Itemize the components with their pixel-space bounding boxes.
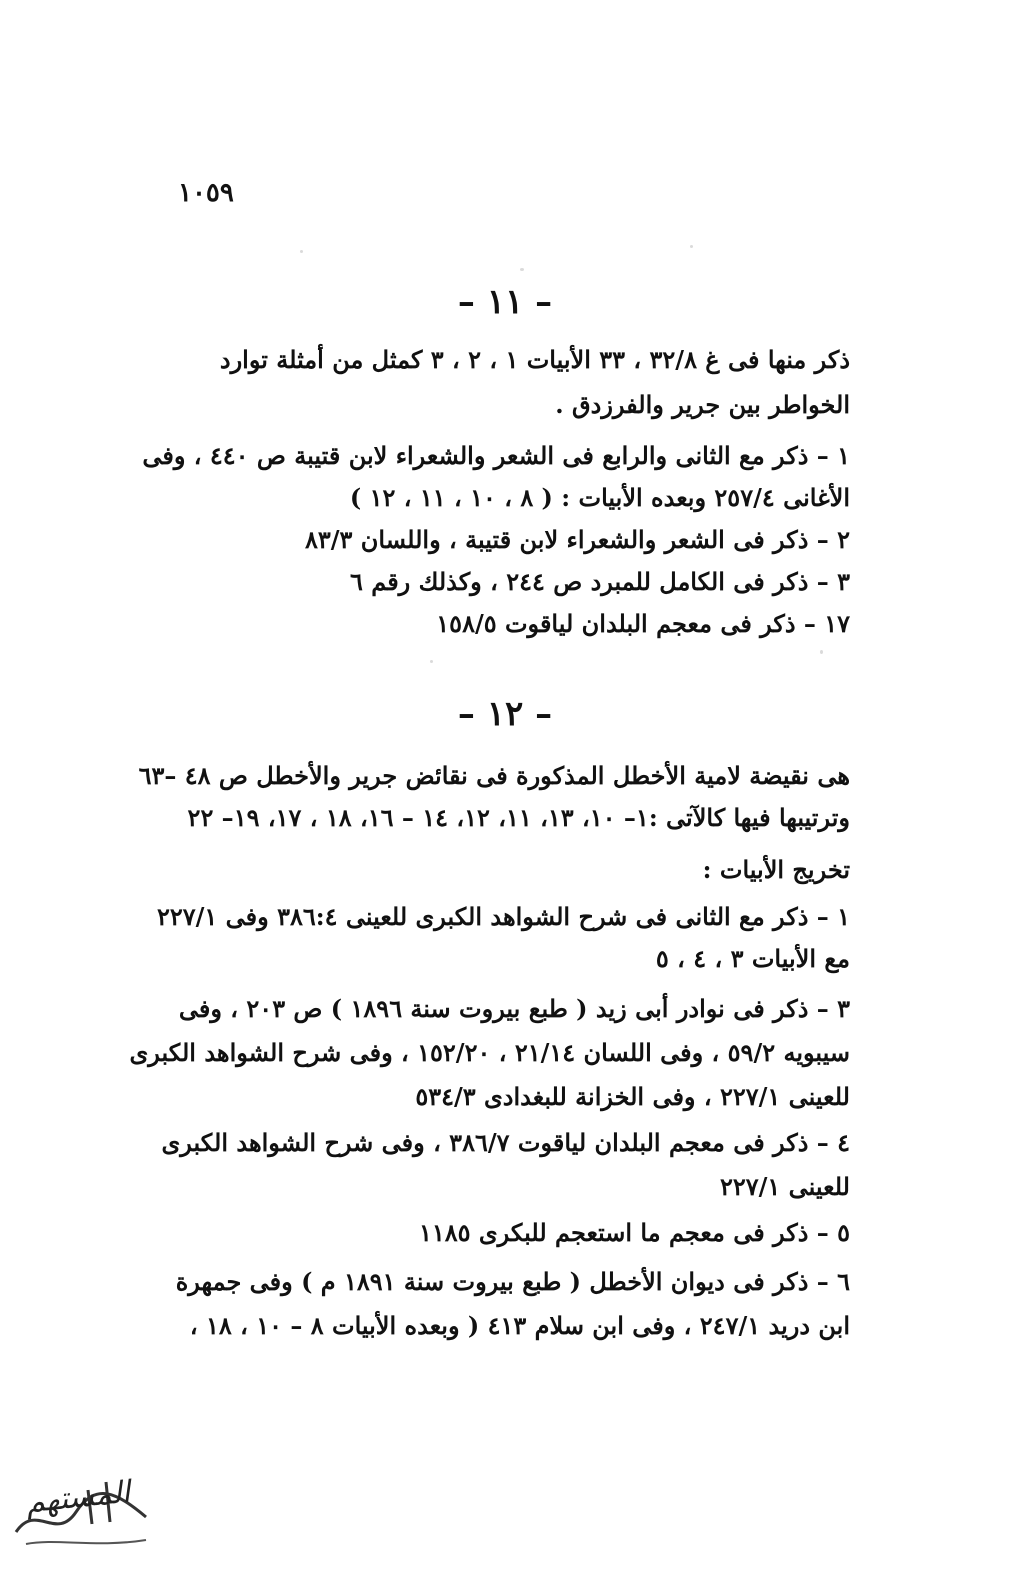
section-12-subheading: تخريج الأبيات : [702, 855, 850, 884]
section-12-item-line: ابن دريد ٢٤٧/١ ، وفى ابن سلام ٤١٣ ( وبعده الأبيات ٨ – ١٠ ، ١٨ ، [189, 1311, 850, 1340]
section-12-item-line: ٥ – ذكر فى معجم ما استعجم للبكرى ١١٨٥ [418, 1218, 850, 1247]
section-12-item-line: ٤ – ذكر فى معجم البلدان لياقوت ٣٨٦/٧ ، وفى شرح الشواهد الكبرى [161, 1128, 850, 1157]
scan-speck [690, 245, 693, 248]
scan-speck [820, 650, 823, 654]
section-11-intro-line: ذكر منها فى غ ٣٢/٨ ، ٣٣ الأبيات ١ ، ٢ ، ٣ كمثل من أمثلة توارد [219, 345, 850, 374]
section-11-item-line: ٢ – ذكر فى الشعر والشعراء لابن قتيبة ، واللسان ٨٣/٣ [305, 525, 850, 554]
scan-speck [520, 268, 524, 271]
section-12-item-line: سيبويه ٥٩/٢ ، وفى اللسان ٢١/١٤ ، ١٥٢/٢٠ ، وفى شرح الشواهد الكبرى [129, 1038, 850, 1067]
section-11-item-line: ٣ – ذكر فى الكامل للمبرد ص ٢٤٤ ، وكذلك رقم ٦ [349, 567, 850, 596]
section-12-item-line: ٣ – ذكر فى نوادر أبى زيد ( طبع بيروت سنة ١٨٩٦ ) ص ٢٠٣ ، وفى [178, 994, 850, 1023]
section-12-item-line: للعينى ٢٢٧/١ [719, 1172, 850, 1201]
section-11-item-line: الأغانى ٢٥٧/٤ وبعده الأبيات : ( ٨ ، ١٠ ، ١١ ، ١٢ ) [349, 483, 850, 512]
section-12-item-line: للعينى ٢٢٧/١ ، وفى الخزانة للبغدادى ٥٣٤/٣ [415, 1082, 850, 1111]
section-12-intro-line: وترتيبها فيها كالآتى :١– ١٠، ١٣، ١١، ١٢، ١٤ – ١٦، ١٨ ، ١٧، ١٩– ٢٢ [187, 803, 850, 832]
page-number: ١٠٥٩ [178, 178, 234, 208]
section-11-heading: – ١١ – [457, 282, 553, 322]
section-12-intro-line: هى نقيضة لامية الأخطل المذكورة فى نقائض جرير والأخطل ص ٤٨ –٦٣ [138, 761, 850, 790]
section-12-heading: – ١٢ – [457, 694, 553, 734]
scan-speck [430, 660, 433, 663]
section-12-item-line: مع الأبيات ٣ ، ٤ ، ٥ [655, 944, 850, 973]
scan-speck [300, 250, 303, 253]
stamp-text: المستهم [24, 1474, 132, 1521]
section-11-intro-line: الخواطر بين جرير والفرزدق . [555, 390, 850, 419]
section-11-item-line: ١٧ – ذكر فى معجم البلدان لياقوت ١٥٨/٥ [436, 609, 850, 638]
section-12-item-line: ٦ – ذكر فى ديوان الأخطل ( طبع بيروت سنة ١٨٩١ م ) وفى جمهرة [175, 1267, 850, 1296]
section-12-item-line: ١ – ذكر مع الثانى فى شرح الشواهد الكبرى للعينى ٣٨٦:٤ وفى ٢٢٧/١ [156, 902, 850, 931]
section-11-item-line: ١ – ذكر مع الثانى والرابع فى الشعر والشعراء لابن قتيبة ص ٤٤٠ ، وفى [142, 441, 850, 470]
